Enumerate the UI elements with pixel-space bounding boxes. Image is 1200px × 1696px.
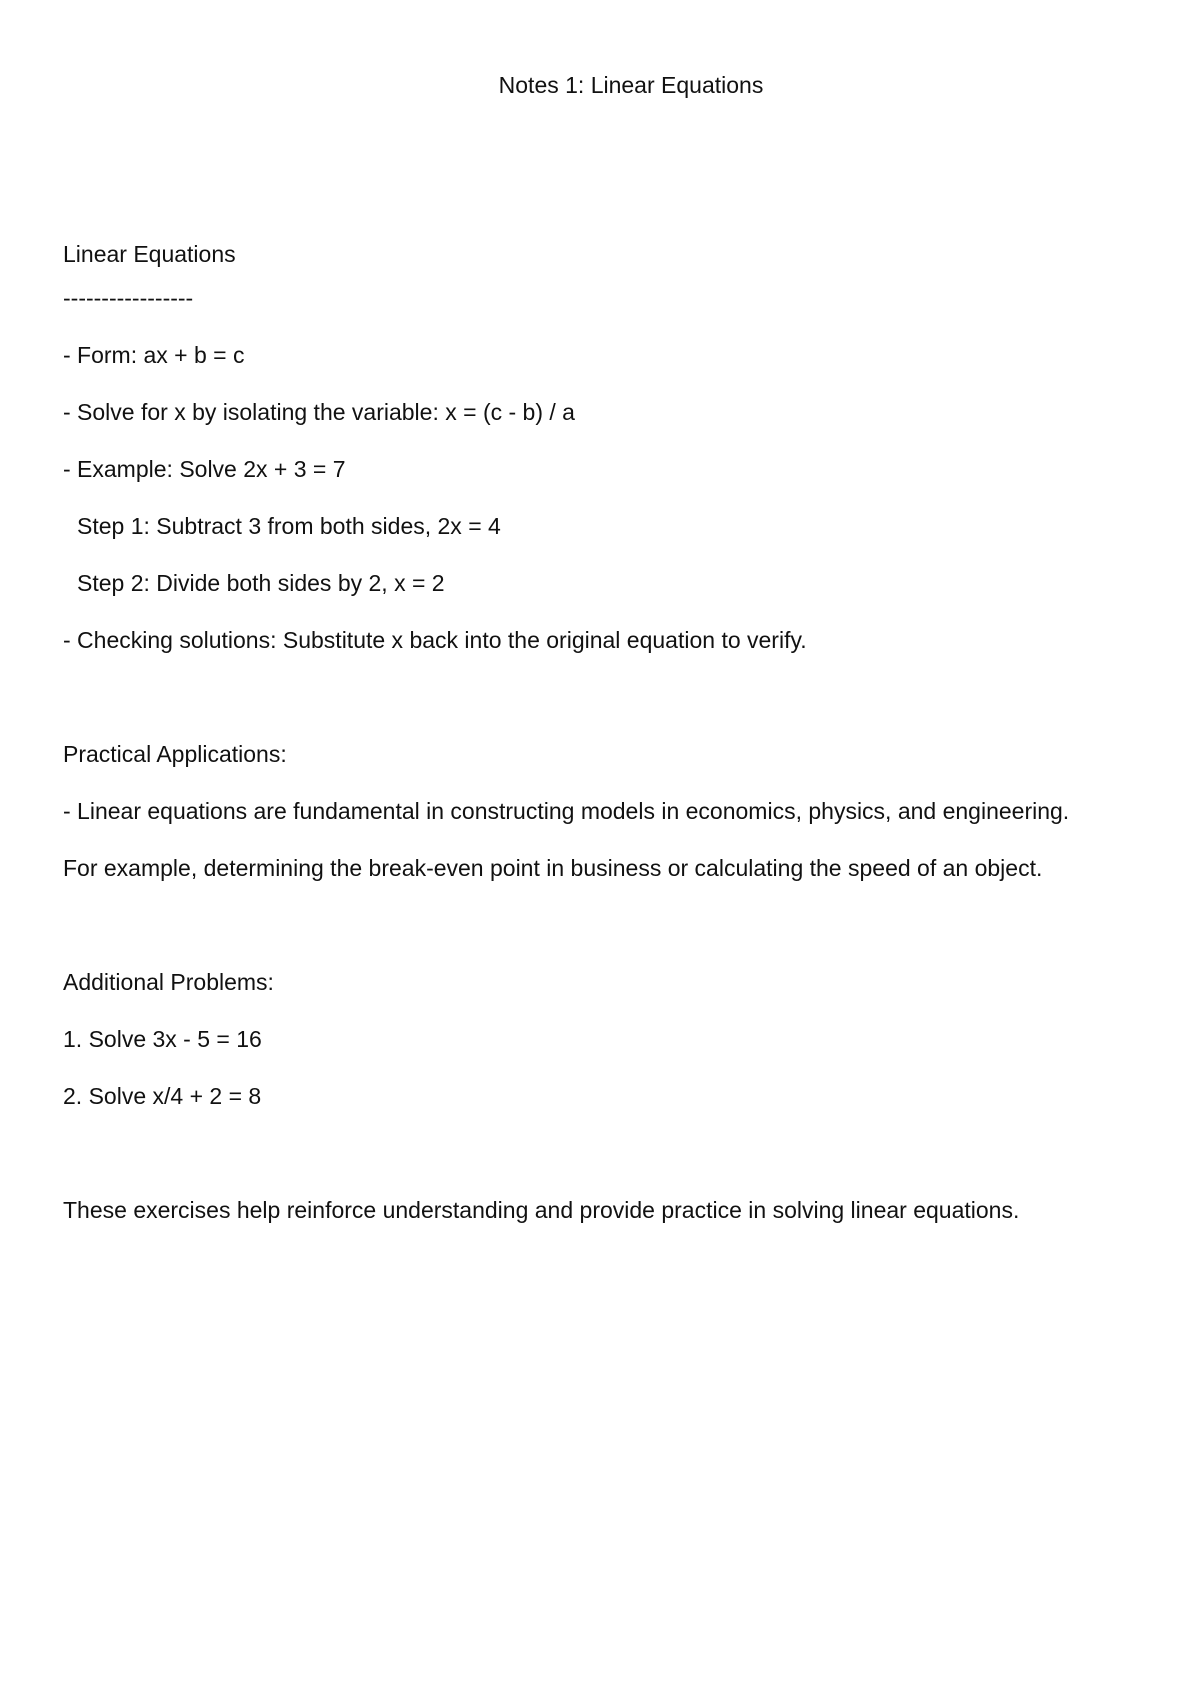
example-item: - Example: Solve 2x + 3 = 7 <box>63 456 346 482</box>
step-2: Step 2: Divide both sides by 2, x = 2 <box>77 570 445 596</box>
form-item: - Form: ax + b = c <box>63 342 245 368</box>
page-title: Notes 1: Linear Equations <box>498 72 764 98</box>
heading-underline: ----------------- <box>63 285 194 311</box>
section-heading-additional-problems: Additional Problems: <box>63 969 274 995</box>
applications-line-1: - Linear equations are fundamental in constructing models in economics, physics, and engineering. <box>63 798 1070 824</box>
problem-1: 1. Solve 3x - 5 = 16 <box>63 1026 262 1052</box>
step-1: Step 1: Subtract 3 from both sides, 2x = 4 <box>77 513 501 539</box>
closing-paragraph: These exercises help reinforce understanding and provide practice in solving linear equations. <box>63 1197 1020 1223</box>
applications-line-2: For example, determining the break-even point in business or calculating the speed of an object. <box>63 855 1043 881</box>
section-heading-linear-equations: Linear Equations <box>63 241 236 267</box>
checking-item: - Checking solutions: Substitute x back into the original equation to verify. <box>63 627 807 653</box>
section-heading-practical-applications: Practical Applications: <box>63 741 287 767</box>
problem-2: 2. Solve x/4 + 2 = 8 <box>63 1083 262 1109</box>
solve-item: - Solve for x by isolating the variable: x = (c - b) / a <box>63 399 575 425</box>
